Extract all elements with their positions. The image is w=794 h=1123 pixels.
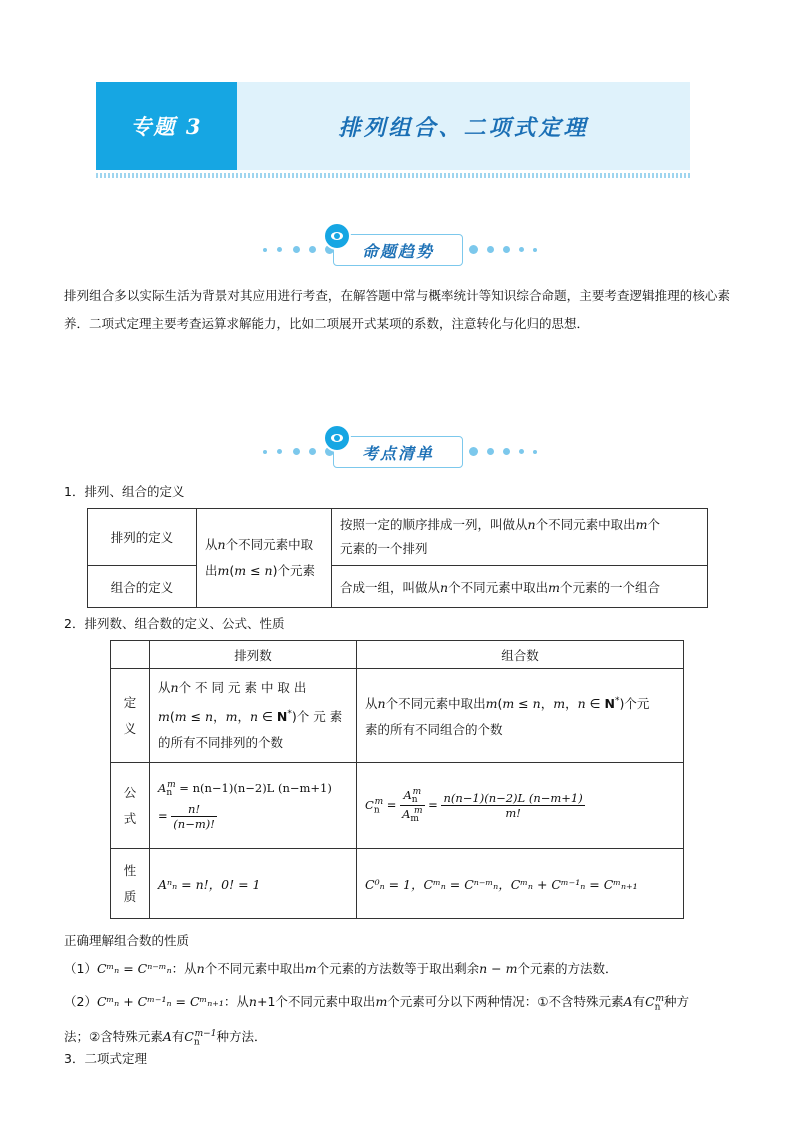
trend-paragraph: 排列组合多以实际生活为背景对其应用进行考查，在解答题中常与概率统计等知识综合命题，主要考查逻辑推理的核心素养．二项式定理主要考查运算求解能力，比如二项展开式某项的系数，注意转化与化归的思想．	[64, 288, 730, 331]
perm-property: Aⁿₙ = n!，0! = 1	[150, 849, 357, 919]
topic-label: 专题 3	[96, 82, 237, 170]
badge-dots-left	[257, 246, 337, 254]
shared-definition-cell: 从n个不同元素中取 出m(m ≤ n)个元素	[197, 509, 332, 608]
formula-table	[110, 640, 684, 919]
badge-dots-right	[467, 246, 547, 254]
definition-table	[87, 508, 708, 608]
badge-dots-left	[257, 448, 337, 456]
note-item-2: （2）Cᵐₙ + Cᵐ⁻¹ₙ = Cᵐₙ₊₁：从n+1个不同元素中取出m个元素可分以下两种情况：①不含特殊元素A有$C_n^m$种方 法；②含特殊元素A有$C_n^{m-1}$种方法．	[64, 994, 689, 1048]
comb-formula: $C_n^m$ = $\frac{A_n^m}{A_m^m}$ = $\frac{n(n-1)(n-2)L (n-m+1)}{m!}$	[357, 763, 684, 849]
comb-definition-desc: 合成一组，叫做从n个不同元素中取出m个元素的一个组合	[332, 566, 708, 608]
perm-formula-line1: $A_n^m = n(n-1)(n-2)L$ (n−m+1)	[158, 779, 332, 799]
badge-label: 命题趋势	[333, 234, 463, 266]
eye-icon	[323, 222, 351, 250]
section-badge-trend	[257, 222, 537, 270]
header-divider	[96, 173, 690, 178]
comb-property: C⁰ₙ = 1，Cᵐₙ = Cⁿ⁻ᵐₙ，Cᵐₙ + Cᵐ⁻¹ₙ = Cᵐₙ₊₁	[357, 849, 684, 919]
row-label-formula: 公 式	[111, 763, 150, 849]
perm-formula	[150, 763, 357, 849]
eye-icon	[323, 424, 351, 452]
page-title: 排列组合、二项式定理	[338, 114, 589, 141]
section-heading-1: 1．排列、组合的定义	[64, 484, 185, 499]
col-header-perm: 排列数	[150, 641, 357, 669]
comb-definition-label: 组合的定义	[88, 566, 197, 608]
section-heading-2: 2．排列数、组合数的定义、公式、性质	[64, 616, 285, 631]
perm-definition: 从n个 不 同 元 素 中 取 出 m(m ≤ n，m，n ∈ N*)个 元 素 的所有不同排列的个数	[150, 669, 357, 763]
row-label-property: 性 质	[111, 849, 150, 919]
note-item-1: （1）Cᵐₙ = Cⁿ⁻ᵐₙ：从n个不同元素中取出m个元素的方法数等于取出剩余n − m个元素的方法数．	[64, 961, 618, 976]
section-badge-checklist	[257, 424, 537, 472]
section-heading-3: 3．二项式定理	[64, 1051, 147, 1066]
col-header-comb: 组合数	[357, 641, 684, 669]
comb-definition: 从n个不同元素中取出m(m ≤ n，m，n ∈ N*)个元 素的所有不同组合的个数	[357, 669, 684, 763]
corner-cell	[111, 641, 150, 669]
badge-dots-right	[467, 448, 547, 456]
perm-definition-desc: 按照一定的顺序排成一列，叫做从n个不同元素中取出m个 元素的一个排列	[332, 509, 708, 566]
badge-label: 考点清单	[333, 436, 463, 468]
perm-definition-label: 排列的定义	[88, 509, 197, 566]
note-heading: 正确理解组合数的性质	[64, 933, 190, 948]
row-label-definition: 定 义	[111, 669, 150, 763]
perm-formula-line2: = $\frac{n!}{(n-m)!}$	[158, 802, 215, 832]
